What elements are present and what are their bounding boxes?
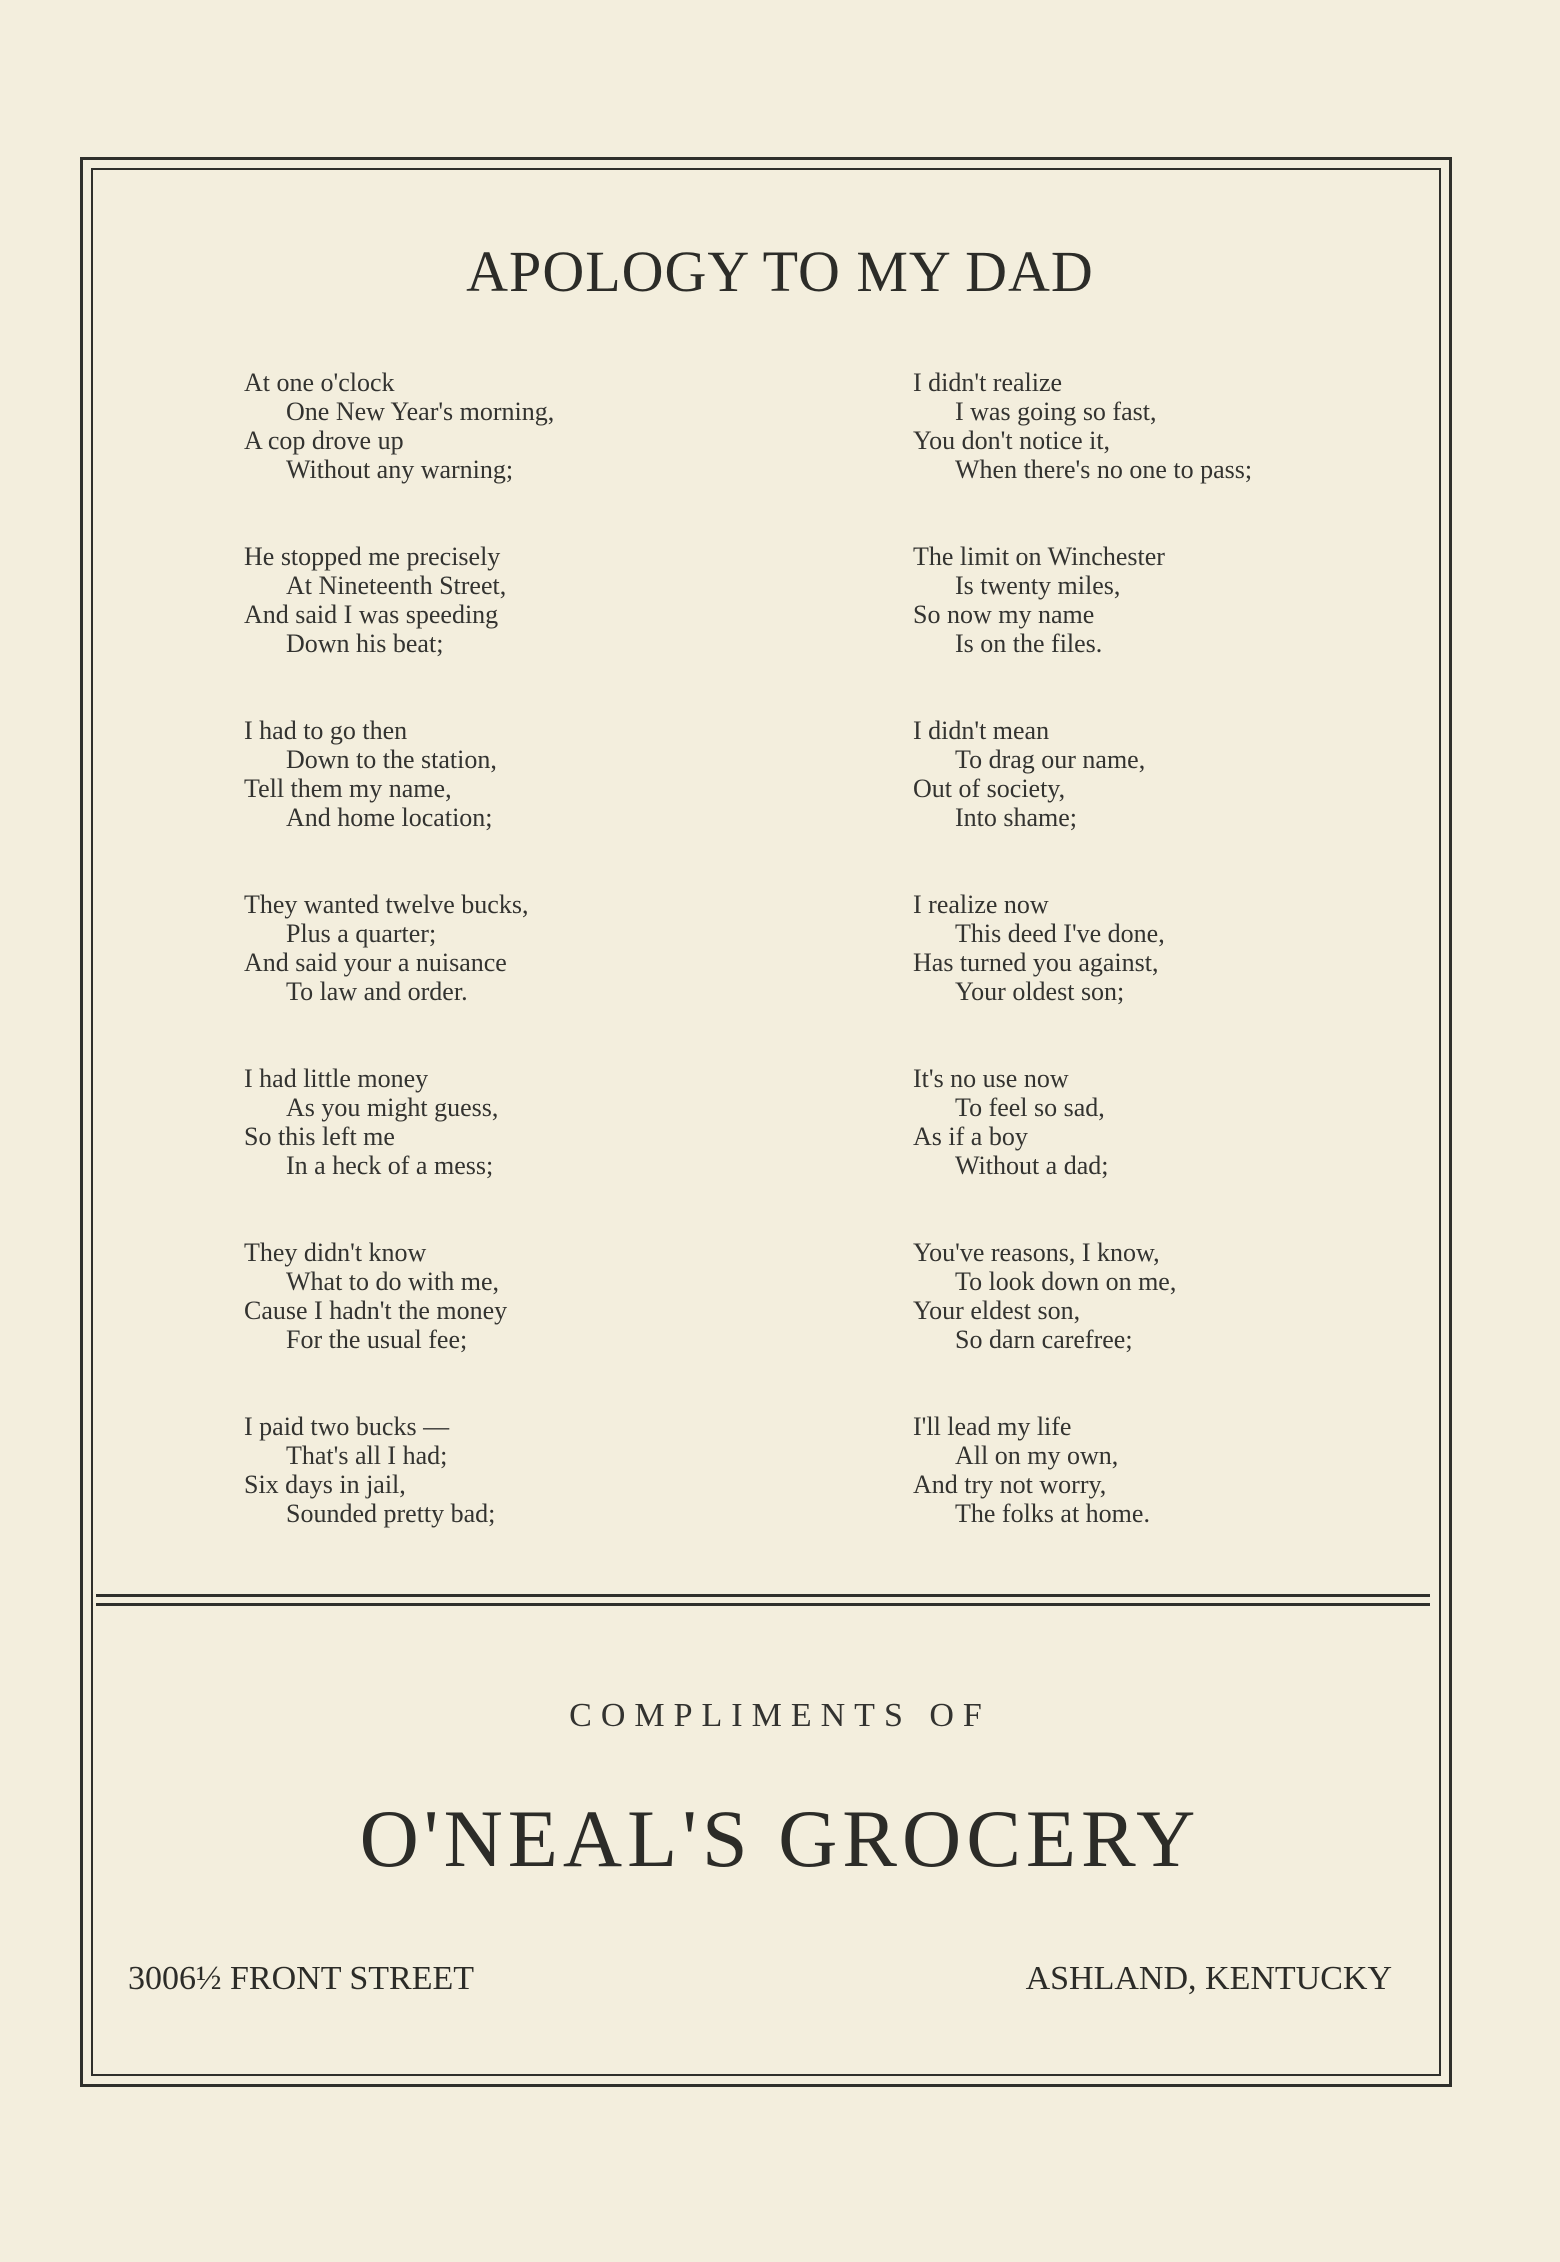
store-name: O'NEAL'S GROCERY [359, 1793, 1201, 1884]
poem-line: And said your a nuisance [244, 948, 507, 977]
poem-line: Without any warning; [286, 455, 514, 484]
section-divider [96, 1603, 1430, 1606]
poem-line: And home location; [286, 803, 493, 832]
poem-line: Plus a quarter; [286, 919, 437, 948]
poem-stanza [913, 1412, 1252, 1586]
poem-line: Out of society, [913, 774, 1066, 803]
poem-line: One New Year's morning, [286, 397, 555, 426]
poem-line: I'll lead my life [913, 1412, 1072, 1441]
poem-stanza [913, 1064, 1252, 1238]
poem-line: Down to the station, [286, 745, 497, 774]
poem-line: To drag our name, [955, 745, 1146, 774]
poem-line: I didn't mean [913, 716, 1050, 745]
poem-title: APOLOGY TO MY DAD [466, 239, 1094, 304]
poem-stanza [913, 890, 1252, 1064]
poem-stanza [244, 890, 554, 1064]
poem-line: When there's no one to pass; [955, 455, 1253, 484]
poem-line: Has turned you against, [913, 948, 1159, 977]
poem-line: At one o'clock [244, 368, 395, 397]
poem-stanza [244, 542, 554, 716]
street-address: 3006½ FRONT STREET [128, 1960, 475, 1997]
poem-line: Tell them my name, [244, 774, 452, 803]
poem-stanza [244, 716, 554, 890]
poem-line: Your oldest son; [955, 977, 1125, 1006]
poem-line: For the usual fee; [286, 1325, 468, 1354]
poem-line: Six days in jail, [244, 1470, 406, 1499]
poem-stanza [913, 1238, 1252, 1412]
poem-line: You've reasons, I know, [913, 1238, 1160, 1267]
poem-line: So darn carefree; [955, 1325, 1133, 1354]
poem-line: I didn't realize [913, 368, 1063, 397]
poem-line: So now my name [913, 600, 1095, 629]
poem-stanza [913, 716, 1252, 890]
poem-line: As you might guess, [286, 1093, 499, 1122]
poem-line: And try not worry, [913, 1470, 1107, 1499]
poem-line: I paid two bucks — [244, 1412, 450, 1441]
poem-stanza [913, 542, 1252, 716]
poem-line: So this left me [244, 1122, 395, 1151]
compliments-heading: COMPLIMENTS OF [569, 1697, 991, 1734]
poem-right-column [913, 368, 1252, 1586]
poem-line: As if a boy [913, 1122, 1028, 1151]
poem-line: What to do with me, [286, 1267, 500, 1296]
poem-line: Into shame; [955, 803, 1078, 832]
poem-line: It's no use now [913, 1064, 1069, 1093]
poem-line: All on my own, [955, 1441, 1119, 1470]
poem-line: I realize now [913, 890, 1049, 919]
poem-line: At Nineteenth Street, [286, 571, 507, 600]
poem-line: Is on the files. [955, 629, 1103, 658]
poem-stanza [244, 368, 554, 542]
poem-line: They wanted twelve bucks, [244, 890, 529, 919]
poem-line: A cop drove up [244, 426, 404, 455]
poem-stanza [244, 1064, 554, 1238]
poem-line: That's all I had; [286, 1441, 448, 1470]
section-divider [96, 1594, 1430, 1597]
poem-line: I was going so fast, [955, 397, 1157, 426]
poem-line: Cause I hadn't the money [244, 1296, 508, 1325]
poem-line: This deed I've done, [955, 919, 1165, 948]
poem-stanza [244, 1238, 554, 1412]
poem-line: I had little money [244, 1064, 429, 1093]
poem-left-column [244, 368, 554, 1586]
poem-line: Is twenty miles, [955, 571, 1121, 600]
poem-line: To look down on me, [955, 1267, 1177, 1296]
poem-line: He stopped me precisely [244, 542, 501, 571]
poem-line: The limit on Winchester [913, 542, 1165, 571]
poem-line: The folks at home. [955, 1499, 1150, 1528]
poem-line: And said I was speeding [244, 600, 499, 629]
poem-line: They didn't know [244, 1238, 427, 1267]
city-state: ASHLAND, KENTUCKY [1025, 1960, 1392, 1997]
poem-line: To law and order. [286, 977, 468, 1006]
poem-line: Sounded pretty bad; [286, 1499, 496, 1528]
poem-line: In a heck of a mess; [286, 1151, 494, 1180]
poem-line: Your eldest son, [913, 1296, 1081, 1325]
poem-line: Down his beat; [286, 629, 444, 658]
poem-line: I had to go then [244, 716, 408, 745]
poem-line: Without a dad; [955, 1151, 1109, 1180]
poem-stanza [244, 1412, 554, 1586]
poem-line: To feel so sad, [955, 1093, 1105, 1122]
poem-line: You don't notice it, [913, 426, 1111, 455]
poem-stanza [913, 368, 1252, 542]
